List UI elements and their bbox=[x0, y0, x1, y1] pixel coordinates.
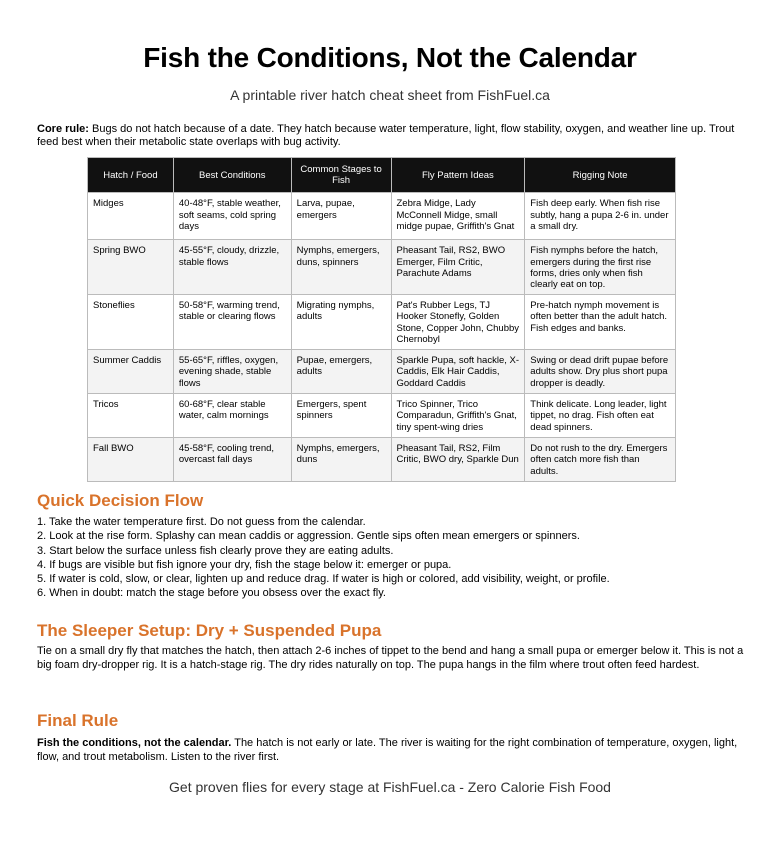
quick-flow-heading: Quick Decision Flow bbox=[37, 491, 204, 510]
sleeper-setup-text: Tie on a small dry fly that matches the hatch, then attach 2-6 inches of tippet to the bend and hang a small pupa or emerger below it. This is not a big foam dry-dropper rig. It is a hatch-stage rig. The dry rides naturally on top. The pupa hangs in the film where trout often feed hardest. bbox=[37, 645, 744, 672]
table-cell: 60-68°F, clear stable water, calm mornings bbox=[173, 394, 291, 438]
hatch-table bbox=[87, 157, 676, 482]
sleeper-setup-heading: The Sleeper Setup: Dry + Suspended Pupa bbox=[37, 621, 382, 640]
table-row bbox=[88, 350, 676, 394]
table-cell: Pat's Rubber Legs, TJ Hooker Stonefly, Golden Stone, Copper John, Chubby Chernobyl bbox=[391, 295, 525, 350]
core-rule bbox=[37, 123, 747, 149]
table-cell: 55-65°F, riffles, oxygen, evening shade, stable flows bbox=[173, 350, 291, 394]
table-cell: Think delicate. Long leader, light tippet, no drag. Fish often eat dead spinners. bbox=[525, 394, 676, 438]
list-item: 5. If water is cold, slow, or clear, lighten up and reduce drag. If water is high or colored, add visibility, weight, or profile. bbox=[37, 573, 610, 586]
list-item: 6. When in doubt: match the stage before you obsess over the exact fly. bbox=[37, 587, 386, 600]
table-cell: 45-55°F, cloudy, drizzle, stable flows bbox=[173, 240, 291, 295]
table-cell: Summer Caddis bbox=[88, 350, 174, 394]
final-rule-label: Fish the conditions, not the calendar. bbox=[37, 737, 232, 749]
table-row bbox=[88, 394, 676, 438]
table-cell: Nymphs, emergers, duns bbox=[291, 438, 391, 482]
final-rule-body: The hatch is not early or late. The river is waiting for the right combination of temperature, oxygen, light, flow, and trout metabolism. Listen to the river first. bbox=[37, 737, 738, 764]
table-header-row bbox=[88, 158, 676, 193]
table-cell: Zebra Midge, Lady McConnell Midge, small midge pupae, Griffith's Gnat bbox=[391, 193, 525, 240]
table-cell: 50-58°F, warming trend, stable or clearing flows bbox=[173, 295, 291, 350]
list-item: 4. If bugs are visible but fish ignore your dry, fish the stage below it: emerger or pupa. bbox=[37, 558, 452, 571]
list-item: 2. Look at the rise form. Splashy can mean caddis or aggression. Gentle sips often mean emergers or spinners. bbox=[37, 530, 580, 543]
table-cell: 45-58°F, cooling trend, overcast fall days bbox=[173, 438, 291, 482]
table-cell: Pheasant Tail, RS2, BWO Emerger, Film Critic, Parachute Adams bbox=[391, 240, 525, 295]
page-subtitle: A printable river hatch cheat sheet from FishFuel.ca bbox=[230, 87, 550, 103]
table-cell: Fall BWO bbox=[88, 438, 174, 482]
core-rule-text: Bugs do not hatch because of a date. They hatch because water temperature, light, flow stability, oxygen, and weather line up. Trout feed best when their metabolic state overlaps with bug activity. bbox=[37, 123, 735, 148]
table-cell: Midges bbox=[88, 193, 174, 240]
table-cell: Nymphs, emergers, duns, spinners bbox=[291, 240, 391, 295]
column-header: Best Conditions bbox=[173, 158, 291, 193]
column-header: Hatch / Food bbox=[88, 158, 174, 193]
table-cell: Fish nymphs before the hatch, emergers during the first rise forms, dries only when fish clearly eat on top. bbox=[525, 240, 676, 295]
table-row bbox=[88, 438, 676, 482]
list-item: 1. Take the water temperature first. Do not guess from the calendar. bbox=[37, 516, 366, 528]
final-rule-text bbox=[37, 736, 749, 765]
quick-flow-list bbox=[37, 515, 747, 601]
column-header: Common Stages to Fish bbox=[291, 158, 391, 193]
table-cell: 40-48°F, stable weather, soft seams, cold spring days bbox=[173, 193, 291, 240]
table-cell: Tricos bbox=[88, 394, 174, 438]
table-cell: Sparkle Pupa, soft hackle, X-Caddis, Elk Hair Caddis, Goddard Caddis bbox=[391, 350, 525, 394]
table-cell: Migrating nymphs, adults bbox=[291, 295, 391, 350]
table-row bbox=[88, 193, 676, 240]
table-cell: Pheasant Tail, RS2, Film Critic, BWO dry, Sparkle Dun bbox=[391, 438, 525, 482]
table-cell: Swing or dead drift pupae before adults show. Dry plus short pupa dropper is deadly. bbox=[525, 350, 676, 394]
table-cell: Fish deep early. When fish rise subtly, hang a pupa 2-6 in. under a small dry. bbox=[525, 193, 676, 240]
table-cell: Emergers, spent spinners bbox=[291, 394, 391, 438]
table-cell: Spring BWO bbox=[88, 240, 174, 295]
table-row bbox=[88, 295, 676, 350]
footer-promo: Get proven flies for every stage at FishFuel.ca - Zero Calorie Fish Food bbox=[169, 779, 611, 795]
column-header: Fly Pattern Ideas bbox=[391, 158, 525, 193]
table-cell: Stoneflies bbox=[88, 295, 174, 350]
column-header: Rigging Note bbox=[525, 158, 676, 193]
table-cell: Pre-hatch nymph movement is often better than the adult hatch. Fish edges and banks. bbox=[525, 295, 676, 350]
table-cell: Larva, pupae, emergers bbox=[291, 193, 391, 240]
final-rule-heading: Final Rule bbox=[37, 711, 119, 730]
table-cell: Do not rush to the dry. Emergers often catch more fish than adults. bbox=[525, 438, 676, 482]
table-cell: Pupae, emergers, adults bbox=[291, 350, 391, 394]
page-title: Fish the Conditions, Not the Calendar bbox=[143, 42, 637, 73]
table-row bbox=[88, 240, 676, 295]
list-item: 3. Start below the surface unless fish clearly prove they are eating adults. bbox=[37, 544, 394, 557]
table-cell: Trico Spinner, Trico Comparadun, Griffith's Gnat, tiny spent-wing dries bbox=[391, 394, 525, 438]
core-rule-label: Core rule: bbox=[37, 123, 89, 135]
